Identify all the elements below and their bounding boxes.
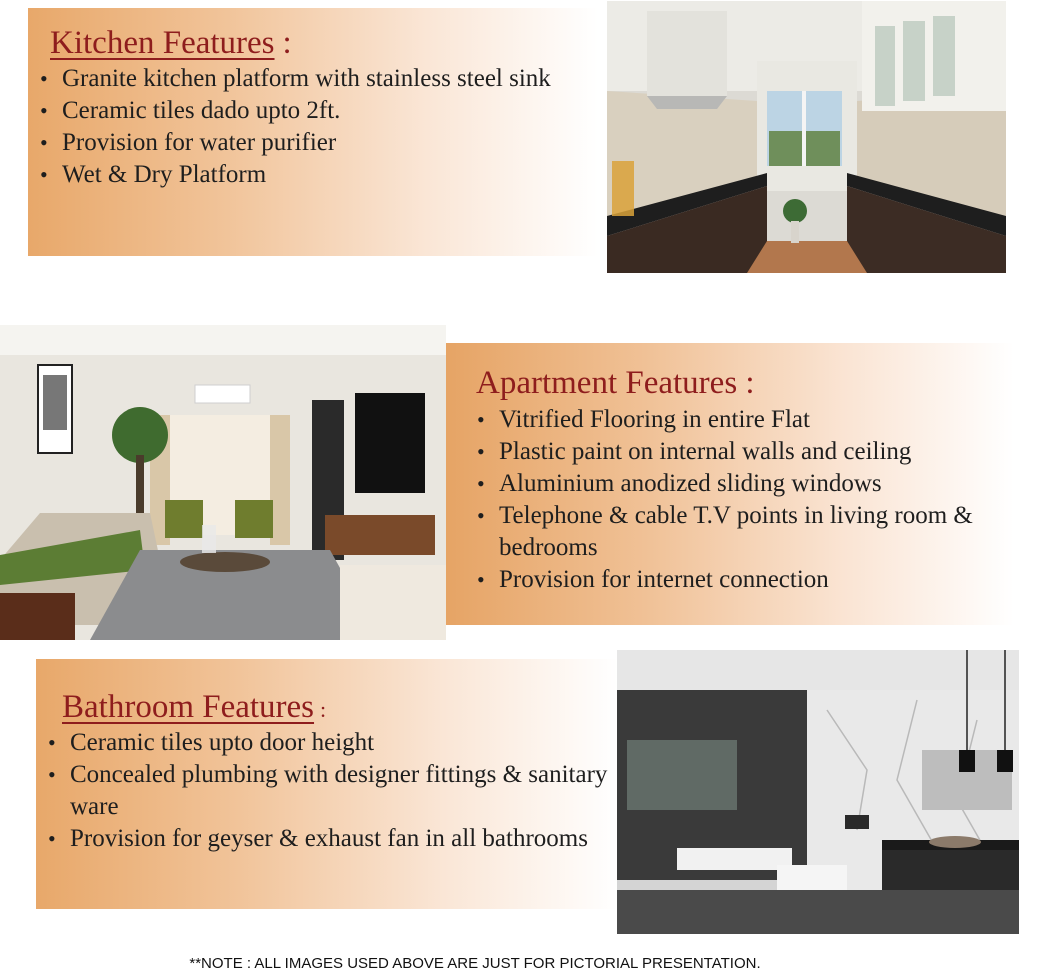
kitchen-feature-item: • Ceramic tiles dado upto 2ft.: [38, 95, 578, 127]
bathroom-feature-item: • Ceramic tiles upto door height: [46, 727, 616, 759]
bathroom-feature-list: [46, 727, 616, 855]
bathroom-heading-colon: :: [320, 697, 327, 722]
kitchen-heading-title: Kitchen Features: [50, 25, 275, 61]
kitchen-heading: [50, 24, 292, 62]
kitchen-feature-item: • Granite kitchen platform with stainless steel sink: [38, 63, 578, 95]
kitchen-feature-list: [38, 63, 578, 191]
bathroom-photo: [617, 650, 1019, 934]
disclaimer-note: **NOTE : ALL IMAGES USED ABOVE ARE JUST FOR PICTORIAL PRESENTATION.: [189, 955, 761, 972]
kitchen-heading-colon: :: [282, 25, 292, 61]
bathroom-feature-item: • Concealed plumbing with designer fittings & sanitary ware: [46, 759, 616, 823]
bathroom-heading: [50, 688, 326, 729]
apartment-feature-item: • Telephone & cable T.V points in living room & bedrooms: [475, 500, 1045, 564]
apartment-feature-item: • Aluminium anodized sliding windows: [475, 468, 1045, 500]
bathroom-heading-title: Bathroom Features: [62, 689, 315, 725]
apartment-feature-list: [475, 404, 1045, 596]
kitchen-feature-item: • Provision for water purifier: [38, 127, 578, 159]
living-room-photo: [0, 325, 446, 640]
kitchen-photo: [607, 1, 1006, 273]
kitchen-feature-item: • Wet & Dry Platform: [38, 159, 578, 191]
bathroom-feature-item: • Provision for geyser & exhaust fan in all bathrooms: [46, 823, 616, 855]
apartment-heading: Apartment Features :: [476, 365, 755, 401]
apartment-feature-item: • Plastic paint on internal walls and ceiling: [475, 436, 1045, 468]
apartment-feature-item: • Provision for internet connection: [475, 564, 1045, 596]
apartment-feature-item: • Vitrified Flooring in entire Flat: [475, 404, 1045, 436]
